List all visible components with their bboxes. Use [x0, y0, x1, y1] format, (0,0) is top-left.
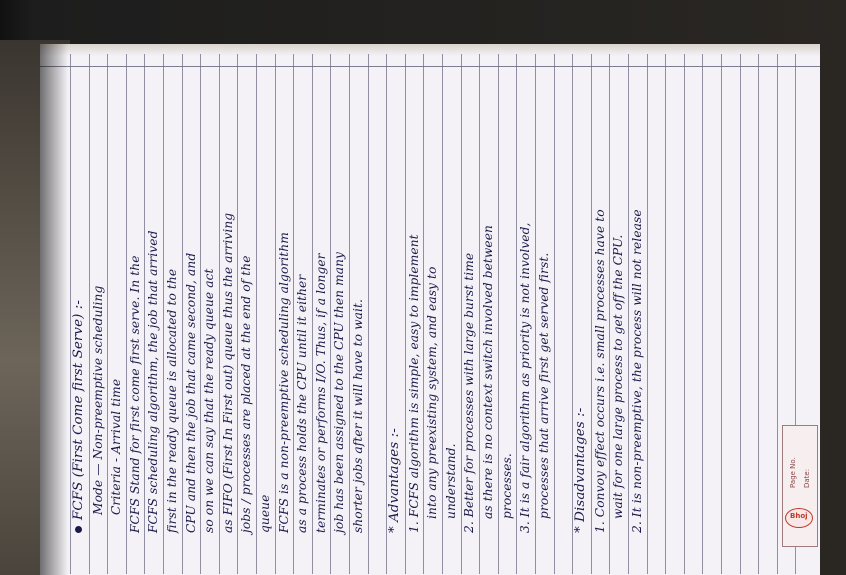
note-line: as there is no context switch involved between — [481, 224, 496, 519]
notebook-logo — [785, 508, 813, 528]
note-line: shorter jobs after it will have to wait. — [350, 299, 365, 533]
note-line: so on we can say that the ready queue act — [202, 268, 217, 533]
note-title: FCFS (First Come first Serve) :- — [71, 299, 86, 520]
note-line: understand. — [443, 443, 458, 519]
note-line: CPU and then the job that came second, and — [183, 252, 198, 533]
page-date-box — [782, 425, 818, 547]
advantages-heading: * Advantages :- — [387, 428, 403, 533]
note-line: as a process holds the CPU until it either — [295, 274, 310, 533]
note-line: FCFS Stand for first come first serve. In the — [127, 255, 142, 533]
note-line — [70, 13, 89, 533]
date-label: Date: — [803, 468, 811, 488]
note-line: 2. It is non-preemptive, the process will not release — [629, 209, 644, 533]
note-line: 2. Better for processes with large burst time — [462, 252, 477, 533]
note-line: 3. It is a fair algorithm as priority is not involved, — [518, 222, 533, 533]
note-line — [553, 13, 572, 533]
note-line: queue — [257, 494, 272, 533]
ruled-line — [777, 54, 778, 574]
note-line: processes that arrive first get served first. — [536, 252, 551, 519]
note-line: Mode — Non-preemptive scheduling — [90, 285, 105, 515]
note-line: wait for one large process to get off the CPU. — [611, 234, 626, 519]
note-line: first in the ready queue is allocated to the — [164, 268, 179, 533]
note-line: 1. Convoy effect occurs i.e. small processes have to — [592, 209, 607, 533]
handwritten-notes — [70, 13, 770, 533]
note-line — [368, 13, 387, 533]
page-no-label: Page No. — [789, 457, 797, 488]
note-line: FCFS scheduling algorithm, the job that arrived — [146, 230, 161, 533]
note-line: processes. — [499, 453, 514, 519]
note-line: jobs / processes are placed at the end of the — [239, 255, 254, 533]
note-line: job has been assigned to the CPU then many — [332, 251, 347, 533]
bullet-dot-icon — [75, 526, 82, 533]
note-line: as FIFO (First In First out) queue thus the arriving — [220, 212, 235, 533]
note-line: FCFS is a non-preemptive scheduling algorithm — [276, 232, 291, 533]
note-line: terminates or performs I/O. Thus, if a longer — [313, 253, 328, 533]
note-line: Criteria - Arrival time — [109, 378, 124, 515]
note-line: 1. FCFS algorithm is simple, easy to implement — [406, 234, 421, 533]
disadvantages-heading: * Disadvantages :- — [573, 407, 589, 533]
logo-text: Bhoj — [790, 512, 808, 520]
note-line: into any preexisting system, and easy to — [425, 266, 440, 519]
